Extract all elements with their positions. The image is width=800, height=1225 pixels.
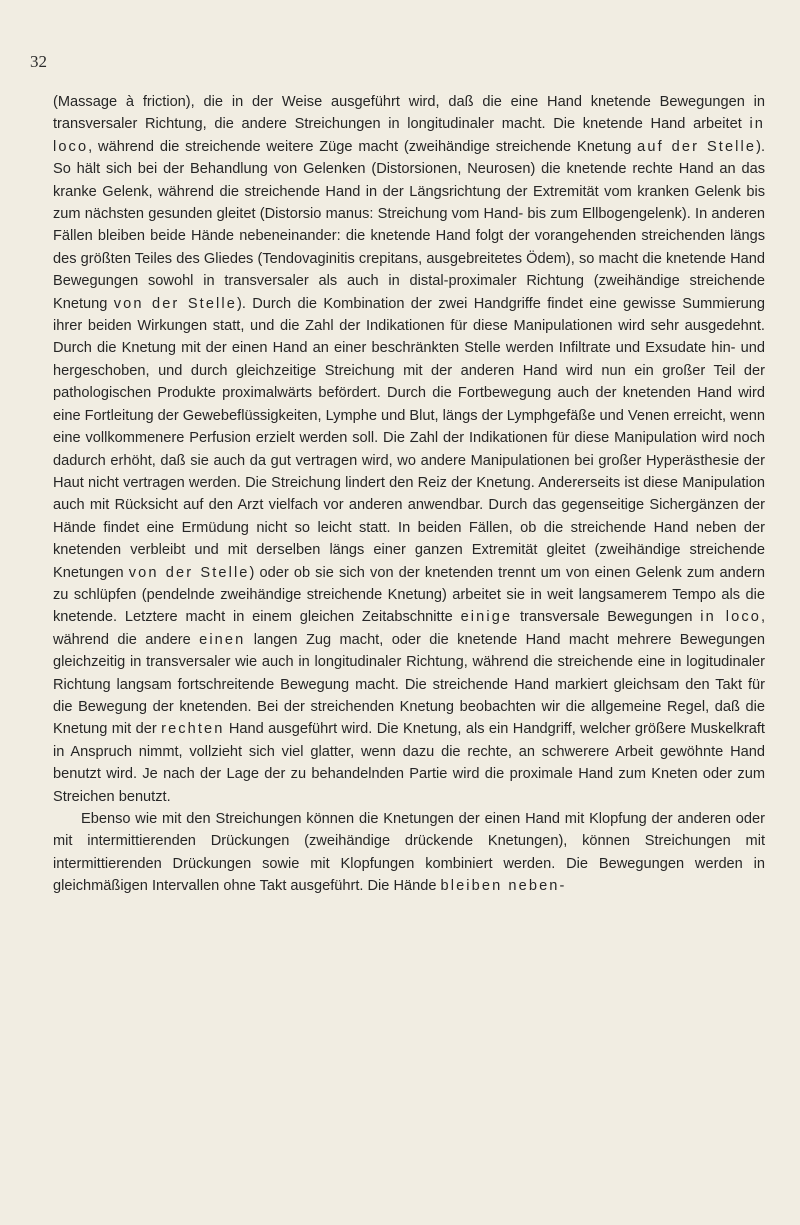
text-run: ). So hält sich bei der Behandlung von Gelenken (Distorsionen, Neurosen) die knetende rechte Hand an das kranke Gelenk, während die streichende Hand in der Längsrichtung der Extremität vom kranken Gelenk bis zum nächsten gesunden gleitet (Distorsio manus: Streichung vom Hand- bis zum Ellbogengelenk). In anderen Fällen bleiben beide Hände nebeneinander: die knetende Hand folgt der vorangehenden streichenden längs des größten Teiles des Gliedes (Tendovaginitis crepitans, ausgebreitetes Ödem), so macht die knetende Hand Bewegungen sowohl in transversaler als auch in distal-proximaler Richtung (zweihändige streichende Knetung — [53, 138, 765, 312]
text-run: (Massage à friction), die in der Weise ausgeführt wird, daß die eine Hand knetende Bewegungen in transversaler Richtung, die andere Streichungen in longitudinaler macht. Die knetende Hand arbeitet — [53, 94, 765, 133]
text-run: , während die andere — [53, 609, 766, 648]
spaced-emphasis: rechten — [161, 721, 225, 738]
spaced-emphasis: von der Stelle — [128, 564, 250, 581]
paragraph — [53, 91, 765, 808]
text-run: Ebenso wie mit den Streichungen können die Knetungen der einen Hand mit Klopfung der anderen oder mit intermittierenden Drückungen (zweihändige drückende Knetungen), können Streichungen mit intermittierenden Drückungen sowie mit Klopfungen kombiniert werden. Die Bewegungen werden in gleichmäßigen Intervallen ohne Takt ausgeführt. Die Hände — [53, 811, 765, 895]
page-number: 32 — [30, 52, 47, 71]
spaced-emphasis: bleiben neben- — [440, 878, 567, 895]
text-run: ). Durch die Kombination der zwei Handgriffe findet eine gewisse Summierung ihrer beiden Wirkungen statt, und die Zahl der Indikationen für diese Manipulationen wird sehr ausgedehnt. Durch die Knetung mit der einen Hand an einer beschränkten Stelle werden Infiltrate und Exsudate hin- und hergeschoben, und durch gleichzeitige Streichung mit der anderen Hand wird nun ein großer Teil der pathologischen Produkte proximalwärts befördert. Durch die Fortbewegung auch der knetenden Hand wird eine Fortleitung der Gewebeflüssigkeiten, Lymphe und Blut, längs der Lymphgefäße und Venen erreicht, wenn eine vollkommenere Perfusion erzielt werden soll. Die Zahl der Indikationen für diese Manipulation wird noch dadurch erhöht, daß sie auch da gut vertragen wird, wo andere Manipulationen bei großer Hyperästhesie der Haut nicht vertragen werden. Die Streichung lindert den Reiz der Knetung. Andererseits ist diese Manipulation auch mit Rücksicht auf den Arzt vielfach vor anderen anwendbar. Durch das gegenseitige Sichergänzen der Hände findet eine Ermüdung nicht so leicht statt. In beiden Fällen, ob die streichende Hand neben der knetenden verbleibt und mit derselben längs einer ganzen Extremität gleitet (zweihändige streichende Knetungen — [53, 295, 766, 581]
body-text — [53, 91, 765, 898]
spaced-emphasis: in loco — [700, 609, 761, 626]
spaced-emphasis: von der Stelle — [113, 295, 237, 312]
spaced-emphasis: einen — [199, 631, 246, 648]
text-run: langen Zug macht, oder die knetende Hand macht mehrere Bewegungen gleichzeitig in transversaler wie auch in longitudinaler Richtung, während die streichende eine in logitudinaler Richtung langsam fortschreitende Bewegung macht. Die streichende Hand markiert gleichsam den Takt für die Bewegung der knetenden. Bei der streichenden Knetung beobachten wir die allgemeine Regel, daß die Knetung mit der — [53, 631, 765, 738]
text-run: , während die streichende weitere Züge macht (zweihändige streichende Knetung — [88, 138, 638, 155]
text-run: ) oder ob sie sich von der knetenden trennt um von einen Gelenk zum andern zu schlüpfen (pendelnde zweihändige streichende Knetung) arbeitet sie in weit langsamerem Tempo als die knetende. Letztere macht in einem gleichen Zeitabschnitte — [53, 564, 765, 626]
paragraph — [53, 808, 765, 898]
text-run: transversale Bewegungen — [512, 609, 701, 626]
text-run: Hand ausgeführt wird. Die Knetung, als ein Handgriff, welcher größere Muskelkraft in Anspruch nimmt, vollzieht sich viel glatter, wenn dazu die rechte, an schwerere Arbeit gewöhnte Hand benutzt wird. Je nach der Lage der zu behandelnden Partie wird die proximale Hand zum Kneten oder zum Streichen benutzt. — [53, 721, 765, 805]
spaced-emphasis: in loco — [53, 116, 765, 155]
spaced-emphasis: auf der Stelle — [637, 138, 757, 155]
spaced-emphasis: einige — [460, 609, 513, 626]
